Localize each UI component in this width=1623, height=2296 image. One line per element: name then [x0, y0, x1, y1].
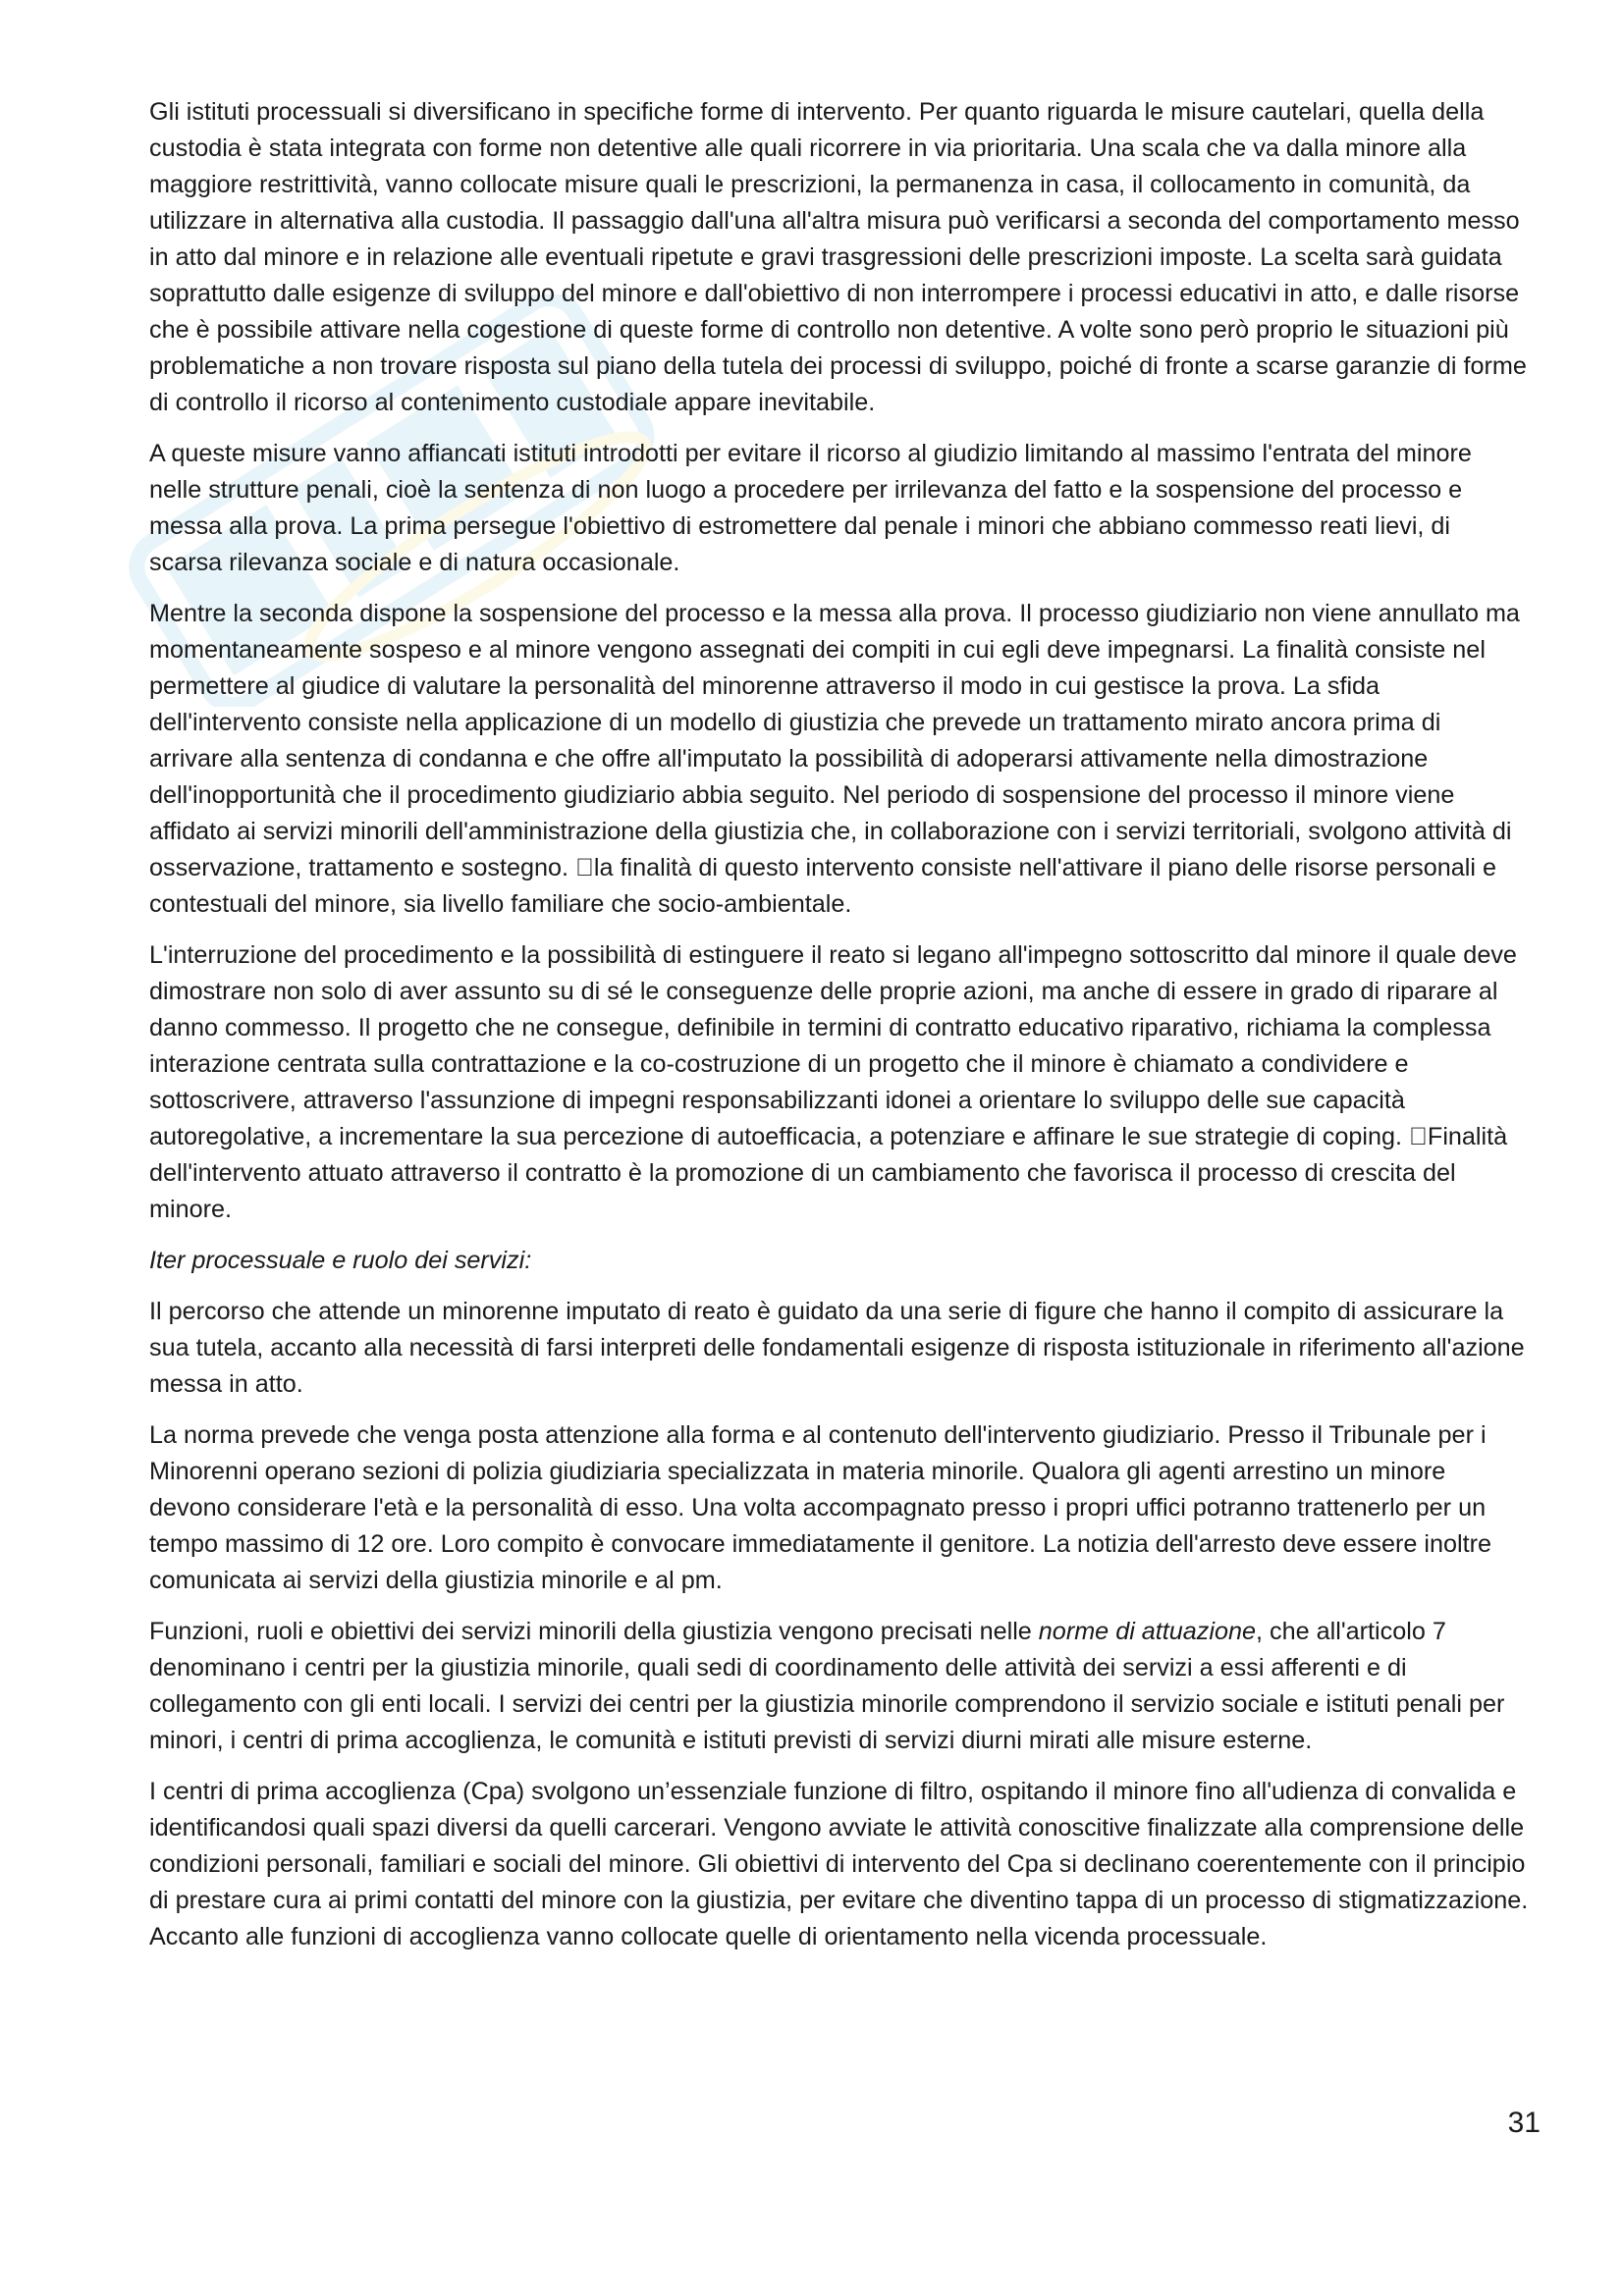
functions-text-after: , che all'articolo 7 denominano i centri per la giustizia minorile, quali sedi di coordinamento delle attività dei servizi a essi afferenti e di collegamento con gli enti locali. I servizi dei centri per la giustizia minorile comprendono il servizio sociale e istituti penali per minori, i centri di prima accoglienza, le comunità e istituti previsti di servizi diurni mirati alle misure esterne.: [149, 1618, 1505, 1754]
section-heading: Iter processuale e ruolo dei servizi:: [149, 1247, 532, 1274]
paragraph-first-reception-centers: I centri di prima accoglienza (Cpa) svolgono un’essenziale funzione di filtro, ospitando il minore fino all'udienza di convalida e identificandosi quali spazi diversi da quelli carcerari. Vengono avviate le attività conoscitive finalizzate alla comprensione delle condizioni personali, familiari e sociali del minore. Gli obiettivi di intervento del Cpa si declinano coerentemente con il principio di prestare cura ai primi contatti del minore con la giustizia, per evitare che diventino tappa di un processo di stigmatizzazione. Accanto alle funzioni di accoglienza vanno collocate quelle di orientamento nella vicenda processuale.: [149, 1778, 1529, 1950]
functions-text-italic: norme di attuazione: [1038, 1618, 1257, 1645]
paragraph-path-of-minor: Il percorso che attende un minorenne imputato di reato è guidato da una serie di figure che hanno il compito di assicurare la sua tutela, accanto alla necessità di farsi interpreti delle fondamentali esigenze di risposta istituzionale in riferimento all'azione messa in atto.: [149, 1298, 1525, 1398]
paragraph-judicial-police: La norma prevede che venga posta attenzione alla forma e al contenuto dell'intervento giudiziario. Presso il Tribunale per i Minorenni operano sezioni di polizia giudiziaria specializzata in materia minorile. Qualora gli agenti arrestino un minore devono considerare l'età e la personalità di esso. Una volta accompagnato presso i propri uffici potranno trattenerlo per un tempo massimo di 12 ore. Loro compito è convocare immediatamente il genitore. La notizia dell'arresto deve essere inoltre comunicata ai servizi della giustizia minorile e al pm.: [149, 1421, 1492, 1594]
paragraph-alternative-institutes: A queste misure vanno affiancati istituti introdotti per evitare il ricorso al giudizio limitando al massimo l'entrata del minore nelle strutture penali, cioè la sentenza di non luogo a procedere per irrilevanza del fatto e la sospensione del processo e messa alla prova. La prima persegue l'obiettivo di estromettere dal penale i minori che abbiano commesso reati lievi, di scarsa rilevanza sociale e di natura occasionale.: [149, 440, 1472, 576]
paragraph-custodial-measures: Gli istituti processuali si diversificano in specifiche forme di intervento. Per quanto riguarda le misure cautelari, quella della custodia è stata integrata con forme non detentive alle quali ricorrere in via prioritaria. Una scala che va dalla minore alla maggiore restrittività, vanno collocate misure quali le prescrizioni, la permanenza in casa, il collocamento in comunità, da utilizzare in alternativa alla custodia. Il passaggio dall'una all'altra misura può verificarsi a seconda del comportamento messo in atto dal minore e in relazione alle eventuali ripetute e gravi trasgressioni delle prescrizioni imposte. La scelta sarà guidata soprattutto dalle esigenze di sviluppo del minore e dall'obiettivo di non interrompere i processi educativi in atto, e dalle risorse che è possibile attivare nella cogestione di queste forme di controllo non detentive. A volte sono però proprio le situazioni più problematiche a non trovare risposta sul piano della tutela dei processi di sviluppo, poiché di fronte a scarse garanzie di forme di controllo il ricorso al contenimento custodiale appare inevitabile.: [149, 98, 1527, 416]
paragraph-educational-contract: L'interruzione del procedimento e la possibilità di estinguere il reato si legano all'impegno sottoscritto dal minore il quale deve dimostrare non solo di aver assunto su di sé le conseguenze delle proprie azioni, ma anche di essere in grado di riparare al danno commesso. Il progetto che ne consegue, definibile in termini di contratto educativo riparativo, richiama la complessa interazione centrata sulla contrattazione e la co-costruzione di un progetto che il minore è chiamato a condividere e sottoscrivere, attraverso l'assunzione di impegni responsabilizzanti idonei a orientare lo sviluppo delle sue capacità autoregolative, a incrementare la sua percezione di autoefficacia, a potenziare e affinare le sue strategie di coping. Finalità dell'intervento attuato attraverso il contratto è la promozione di un cambiamento che favorisca il processo di crescita del minore.: [149, 941, 1517, 1223]
document-body: [149, 94, 1529, 1970]
paragraph-juvenile-services: [149, 1614, 1529, 1759]
paragraph-probation: Mentre la seconda dispone la sospensione del processo e la messa alla prova. Il processo giudiziario non viene annullato ma momentaneamente sospeso e al minore vengono assegnati dei compiti in cui egli deve impegnarsi. La finalità consiste nel permettere al giudice di valutare la personalità del minorenne attraverso il modo in cui gestisce la prova. La sfida dell'intervento consiste nella applicazione di un modello di giustizia che prevede un trattamento mirato ancora prima di arrivare alla sentenza di condanna e che offre all'imputato la possibilità di adoperarsi attivamente nella dimostrazione dell'inopportunità che il procedimento giudiziario abbia seguito. Nel periodo di sospensione del processo il minore viene affidato ai servizi minorili dell'amministrazione della giustizia che, in collaborazione con i servizi territoriali, svolgono attività di osservazione, trattamento e sostegno. la finalità di questo intervento consiste nell'attivare il piano delle risorse personali e contestuali del minore, sia livello familiare che socio-ambientale.: [149, 600, 1520, 918]
page-number: 31: [1507, 2107, 1541, 2139]
functions-text-before: Funzioni, ruoli e obiettivi dei servizi minorili della giustizia vengono precisati nelle: [149, 1618, 1039, 1645]
